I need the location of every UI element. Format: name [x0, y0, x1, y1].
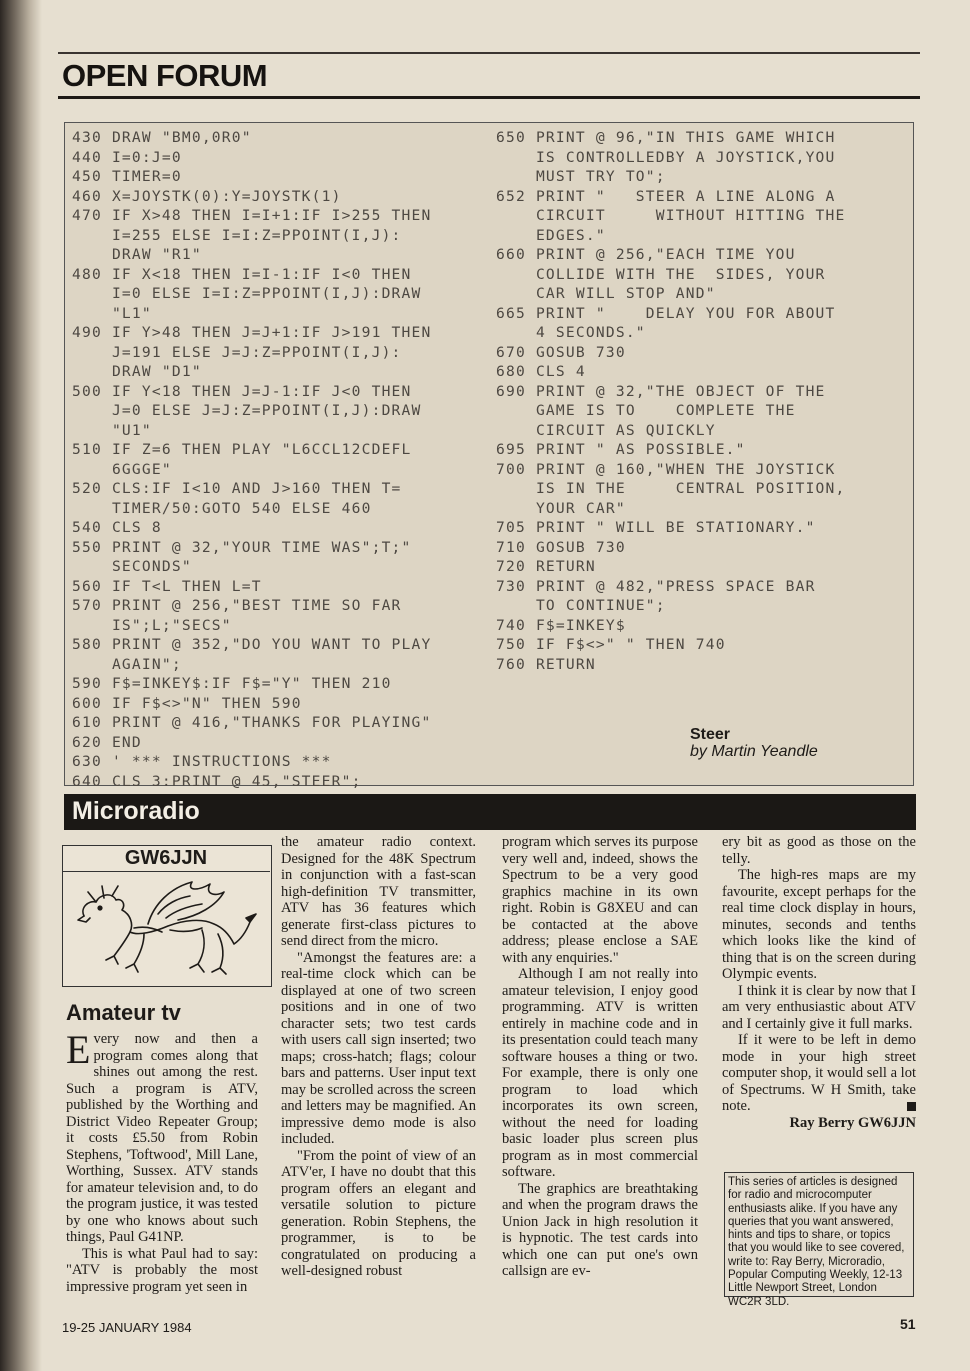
paragraph: This is what Paul had to say: "ATV is probably the most impressive program yet seen in [66, 1245, 258, 1295]
welsh-dragon-icon [74, 874, 260, 980]
paragraph: the amateur radio context. Designed for the 48K Spectrum in conjunction with a fast-scan high-definition TV transmitter, ATV has 36 features which generate first-class pictures to send direct from the micro. [281, 834, 476, 949]
code-line: 550 PRINT @ 32,"YOUR TIME WAS";T;" [72, 538, 412, 556]
code-line: 740 F$=INKEY$ [496, 616, 626, 634]
article-column-3 [502, 834, 698, 1280]
code-line: 750 IF F$<>" " THEN 740 [496, 636, 726, 653]
code-line: J=191 ELSE J=J:Z=PPOINT(I,J): [72, 343, 402, 361]
code-line: 560 IF T<L THEN L=T [72, 577, 262, 595]
code-line: J=0 ELSE J=J:Z=PPOINT(I,J):DRAW [72, 402, 422, 419]
code-line: 710 GOSUB 730 [496, 538, 626, 556]
listing-right-column [496, 128, 846, 674]
code-line: 4 SECONDS." [496, 324, 646, 341]
paragraph: The graphics are breathtaking and when the program draws the Union Jack in high resolution it is hypnotic. The test cards into which one can put one's own callsign are ev- [502, 1180, 698, 1279]
code-line: 600 IF F$<>"N" THEN 590 [72, 694, 302, 712]
code-line: 665 PRINT " DELAY YOU FOR ABOUT [496, 304, 836, 322]
code-line: 450 TIMER=0 [72, 168, 182, 185]
code-line: 480 IF X<18 THEN I=I-1:IF I<0 THEN [72, 265, 412, 283]
code-line: IS";L;"SECS" [72, 616, 232, 634]
code-line: 690 PRINT @ 32,"THE OBJECT OF THE [496, 382, 826, 400]
footer-date: 19-25 JANUARY 1984 [62, 1320, 192, 1335]
code-line: COLLIDE WITH THE SIDES, YOUR [496, 265, 826, 283]
code-line: CAR WILL STOP AND" [496, 285, 716, 302]
paragraph: If it were to be left in demo mode in your high street computer shop, it would sell a lot of Spectrums. W H Smith, take note. [722, 1032, 916, 1114]
article-column-1 [66, 1027, 258, 1295]
code-line: 520 CLS:IF I<10 AND J>160 THEN T= [72, 480, 402, 497]
code-line: 540 CLS 8 [72, 519, 162, 536]
paragraph: The high-res maps are my favourite, except perhaps for the real time clock display in hours, minutes, seconds and tenths which looks like the kind of thing that is on the screen during Olympic events. [722, 867, 916, 982]
code-line: 610 PRINT @ 416,"THANKS FOR PLAYING" [72, 714, 432, 731]
author-signature: Ray Berry GW6JJN [789, 1114, 916, 1131]
code-line: 630 ' *** INSTRUCTIONS *** [72, 753, 332, 770]
code-line: 590 F$=INKEY$:IF F$="Y" THEN 210 [72, 675, 392, 692]
top-rule [58, 52, 920, 54]
code-line: CIRCUIT AS QUICKLY [496, 421, 716, 439]
section-title: Microradio [72, 797, 200, 825]
code-line: IS CONTROLLEDBY A JOYSTICK,YOU [496, 148, 836, 166]
header-rule [58, 96, 920, 99]
code-line: 500 IF Y<18 THEN J=J-1:IF J<0 THEN [72, 382, 412, 400]
paragraph: program which serves its purpose very well and, indeed, shows the Spectrum to be a very good graphics machine in its own right. Robin is G8XEU and can be contacted at the above address; please enclose a SAE with any enquiries." [502, 834, 698, 966]
code-line: 650 PRINT @ 96,"IN THIS GAME WHICH [496, 129, 836, 146]
listing-caption-title: Steer [690, 726, 731, 743]
code-line: SECONDS" [72, 558, 192, 575]
code-line: 440 I=0:J=0 [72, 148, 182, 166]
code-line: 510 IF Z=6 THEN PLAY "L6CCL12CDEFL [72, 441, 412, 458]
listing-caption-author: by Martin Yeandle [690, 743, 818, 760]
callsign-label: GW6JJN [62, 845, 270, 872]
listing-left-column [72, 128, 432, 791]
code-line: 760 RETURN [496, 655, 596, 673]
code-line: 490 IF Y>48 THEN J=J+1:IF J>191 THEN [72, 324, 432, 341]
page-binding-shadow [0, 0, 42, 1371]
paragraph: ery bit as good as those on the telly. [722, 834, 916, 867]
code-line: 470 IF X>48 THEN I=I+1:IF I>255 THEN [72, 207, 432, 224]
code-line: DRAW "D1" [72, 363, 202, 380]
code-line: 6GGGE" [72, 460, 172, 478]
page-number: 51 [900, 1316, 916, 1332]
code-line: 580 PRINT @ 352,"DO YOU WANT TO PLAY [72, 636, 432, 653]
article-title: Amateur tv [66, 1000, 181, 1025]
code-line: GAME IS TO COMPLETE THE [496, 402, 796, 419]
code-line: 640 CLS 3:PRINT @ 45,"STEER"; [72, 772, 362, 790]
code-line: 430 DRAW "BM0,0R0" [72, 129, 252, 146]
code-line: CIRCUIT WITHOUT HITTING THE [496, 207, 846, 224]
paragraph: "Amongst the features are: a real-time clock which can be displayed at one of two screen positions and in one of two character sets; two test cards with users call sign inserted; two maps; cross-hatch; flags; colour bars and patterns. User input text may be scrolled across the screen and letters may be magnified. An impressive demo mode is also included. [281, 949, 476, 1147]
code-line: 460 X=JOYSTK(0):Y=JOYSTK(1) [72, 187, 342, 205]
code-line: 705 PRINT " WILL BE STATIONARY." [496, 519, 816, 536]
paragraph: I think it is clear by now that I am very enthusiastic about ATV and I certainly give it full marks. [722, 982, 916, 1032]
code-line: 620 END [72, 733, 142, 751]
code-line: IS IN THE CENTRAL POSITION, [496, 480, 846, 497]
article-column-4 [722, 834, 916, 1131]
code-line: 720 RETURN [496, 558, 596, 575]
end-mark [907, 1102, 916, 1111]
code-line: TIMER/50:GOTO 540 ELSE 460 [72, 499, 372, 517]
series-info-box: This series of articles is designed for radio and microcomputer enthusiasts alike. If you have any queries that you want answered, hints and tips to share, or topics that you would like to see covered, write to: Ray Berry, Microradio, Popular Computing Weekly, 12-13 Little Newport Street, London WC2R 3LD. [724, 1172, 914, 1297]
code-line: 700 PRINT @ 160,"WHEN THE JOYSTICK [496, 460, 836, 478]
drop-cap: E [66, 1027, 91, 1072]
code-line: 652 PRINT " STEER A LINE ALONG A [496, 187, 836, 205]
code-line: "U1" [72, 421, 152, 439]
code-line: 680 CLS 4 [496, 363, 586, 380]
article-column-2 [281, 834, 476, 1280]
code-line: MUST TRY TO"; [496, 168, 666, 185]
code-line: I=255 ELSE I=I:Z=PPOINT(I,J): [72, 226, 402, 244]
code-line: DRAW "R1" [72, 246, 202, 263]
code-line: 670 GOSUB 730 [496, 343, 626, 361]
code-line: EDGES." [496, 226, 606, 244]
paragraph: Although I am not really into amateur television, I enjoy good programming. ATV is written entirely in machine code and in its presentation could teach many software houses a thing or two. For example, there is only one program to load which incorporates its own screen, without the need for loading basic loader plus screen plus program as in most commercial software. [502, 966, 698, 1180]
code-line: 695 PRINT " AS POSSIBLE." [496, 441, 746, 458]
paragraph: "From the point of view of an ATV'er, I have no doubt that this program offers an elegant and versatile solution to picture generation. Robin Stephens, the programmer, is to be congratulated on producing a well-designed robust [281, 1147, 476, 1279]
code-line: 730 PRINT @ 482,"PRESS SPACE BAR [496, 577, 816, 595]
code-line: "L1" [72, 304, 152, 322]
code-line: I=0 ELSE I=I:Z=PPOINT(I,J):DRAW [72, 285, 422, 302]
code-line: AGAIN"; [72, 655, 182, 673]
code-line: YOUR CAR" [496, 499, 626, 517]
code-line: TO CONTINUE"; [496, 597, 666, 614]
section-header: OPEN FORUM [62, 58, 268, 93]
code-line: 570 PRINT @ 256,"BEST TIME SO FAR [72, 597, 402, 614]
paragraph: very now and then a program comes along that shines out among the rest. Such a program is ATV, published by the Worthing and District Video Repeater Group; it costs £5.50 from Robin Stephens, 'Toftwood', Mill Lane, Worthing, Sussex. ATV stands for amateur television and, to do the program justice, it was tested by one who knows about such things, Paul G41NP. [66, 1031, 258, 1245]
code-line: 660 PRINT @ 256,"EACH TIME YOU [496, 246, 796, 263]
